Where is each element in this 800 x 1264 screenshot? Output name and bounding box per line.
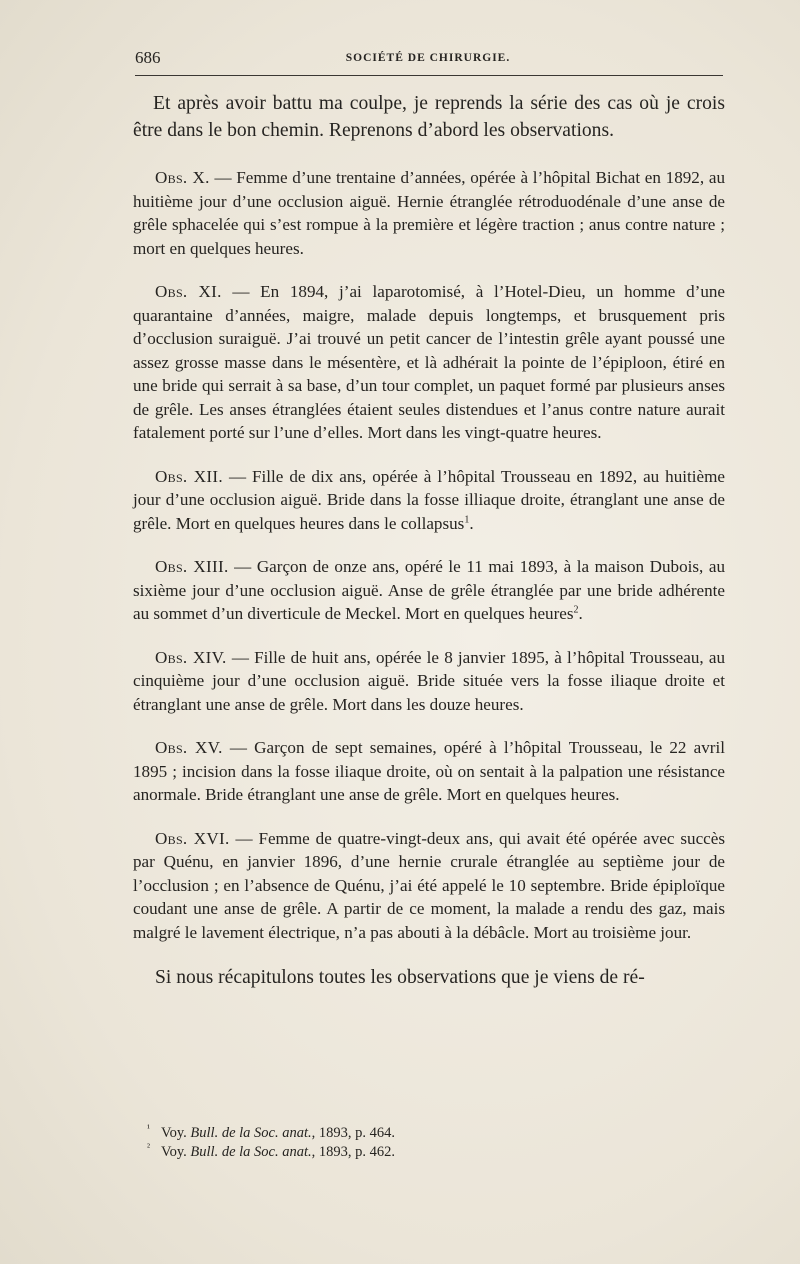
observation-text: — Femme d’une trentaine d’années, opérée à l’hôpital Bichat en 1892, au huitième jour d’une occlusion aiguë. Hernie étranglée rétroduodénale d’une anse de grêle sphacelée qui s’est rompue à la première et légère traction ; anus contre nature ; mort en quelques heures.	[133, 168, 725, 258]
observation-xi	[133, 280, 725, 445]
observation-end: .	[469, 513, 474, 533]
intro-paragraph: Et après avoir battu ma coulpe, je reprends la série des cas où je crois être dans le bon chemin. Reprenons d’abord les observations.	[133, 93, 725, 141]
observation-text: — Femme de quatre-vingt-deux ans, qui avait été opérée avec succès par Quénu, en janvier 1896, d’une hernie crurale étranglée au septième jour de l’occlusion ; en l’absence de Quénu, j’ai été appelé le 10 septembre. Bride épiploïque coudant une anse de grêle. A partir de ce moment, la malade a rendu des gaz, mais malgré le lavement électrique, n’a pas abouti à la débâcle. Mort au troisième jour.	[133, 828, 725, 942]
footnote-1: ¹ Voy. Bull. de la Soc. anat., 1893, p. 464.	[147, 1123, 396, 1141]
page-number: 686	[135, 48, 161, 67]
observation-label: Obs. XVI.	[155, 828, 230, 848]
observation-text: — Garçon de sept semaines, opéré à l’hôpital Trousseau, le 22 avril 1895 ; incision dans la fosse iliaque droite, où on sentait à la palpation une résistance anormale. Bride étranglant une anse de grêle. Mort en quelques heures.	[133, 738, 725, 804]
observation-text: — Fille de huit ans, opérée le 8 janvier 1895, à l’hôpital Trousseau, au cinquième jour d’une occlusion aiguë. Bride située vers la fosse iliaque droite et étranglant une anse de grêle. Mort dans les douze heures.	[133, 647, 725, 714]
observation-text: — Garçon de onze ans, opéré le 11 mai 1893, à la maison Dubois, au sixième jour d’une occlusion aiguë. Anse de grêle étranglée par une bride adhérente au sommet d’un diverticule de Meckel. Mort en quelques heures	[133, 557, 726, 623]
observation-label: Obs. XII.	[155, 466, 223, 486]
body-text	[133, 90, 725, 991]
footnote-prefix: Voy.	[161, 1125, 191, 1141]
observation-label: Obs. XI.	[155, 282, 222, 301]
observation-text: — En 1894, j’ai laparotomisé, à l’Hotel-Dieu, un homme d’une quarantaine d’années, maigre, malade depuis longtemps, et brusquement pris d’occlusion suraiguë. J’ai trouvé un petit cancer de l’intestin grêle ayant poussé une assez grosse masse dans le mésentère, et là adhérait la pointe de l’épiploon, étiré en une bride qui serrait à sa base, d’un tour complet, un paquet formé par plusieurs anses de grêle. Les anses étranglées étaient seules distendues et l’anus contre nature aurait fatalement porté sur l’une d’elles. Mort dans les vingt-quatre heures.	[133, 282, 725, 442]
observation-xiii	[133, 555, 725, 626]
footnote-ref-2: 2	[573, 604, 579, 616]
header-rule	[135, 75, 723, 76]
footnote-prefix: Voy.	[161, 1144, 191, 1160]
footnote-suffix: , 1893, p. 462.	[311, 1144, 396, 1160]
recap-paragraph: Si nous récapitulons toutes les observations que je viens de ré-	[155, 967, 645, 988]
observation-xv	[133, 736, 725, 807]
footnotes	[147, 1124, 707, 1162]
observation-xii	[133, 465, 725, 536]
footnote-ref-1: 1	[464, 513, 470, 525]
observation-xiv	[133, 646, 725, 717]
footnote-source: Bull. de la Soc. anat.	[190, 1125, 312, 1141]
observation-x	[133, 166, 725, 260]
running-title: SOCIÉTÉ DE CHIRURGIE.	[345, 52, 511, 64]
observation-text: — Fille de dix ans, opérée à l’hôpital Trousseau en 1892, au huitième jour d’une occlusion aiguë. Bride dans la fosse illiaque droite, étranglant une anse de grêle. Mort en quelques heures dans le collapsus	[133, 466, 725, 533]
observation-label: Obs. XV.	[155, 738, 223, 757]
observation-end: .	[578, 604, 583, 623]
footnote-suffix: , 1893, p. 464.	[311, 1125, 396, 1141]
observation-label: Obs. XIII.	[155, 557, 229, 576]
page-header	[133, 44, 723, 74]
footnote-2: ² Voy. Bull. de la Soc. anat., 1893, p. 462.	[147, 1142, 396, 1160]
observation-label: Obs. XIV.	[155, 647, 227, 667]
observation-label: Obs. X.	[155, 168, 210, 187]
footnote-source: Bull. de la Soc. anat.	[190, 1144, 312, 1160]
observation-xvi	[133, 827, 725, 945]
